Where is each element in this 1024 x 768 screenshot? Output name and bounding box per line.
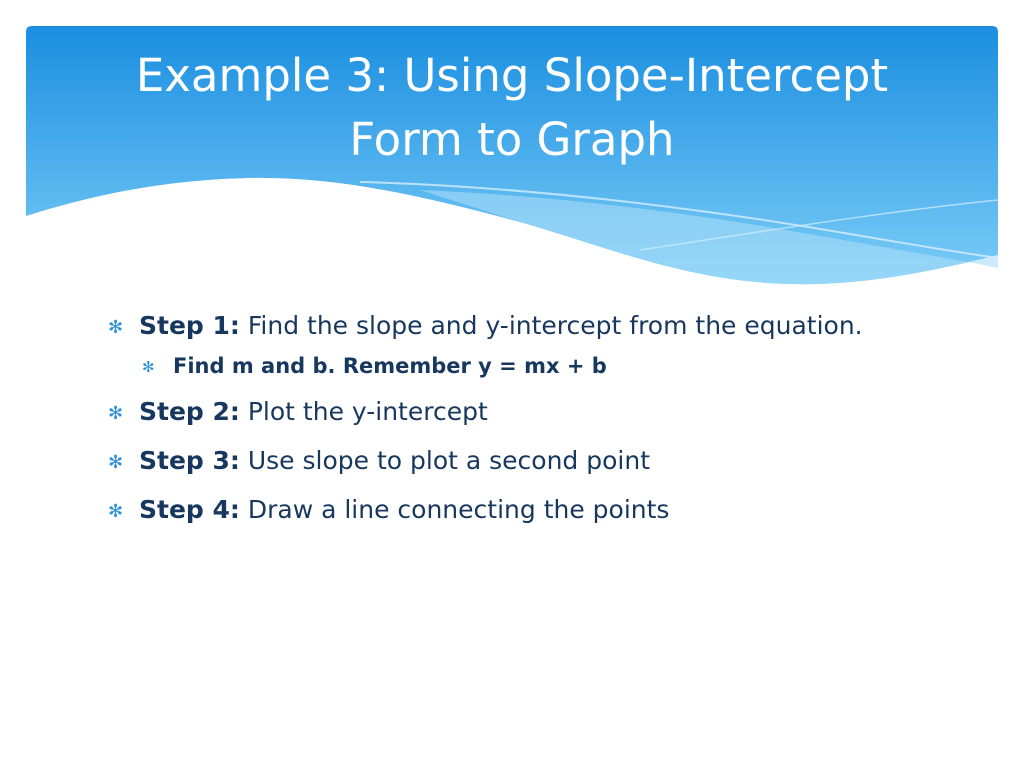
bullet-list (108, 306, 928, 539)
step-text: Draw a line connecting the points (239, 495, 670, 524)
slide-title (60, 44, 964, 172)
title-line-2: Form to Graph (349, 113, 675, 166)
step-label: Step 2: (139, 397, 240, 426)
bullet-icon: ✻ (108, 403, 124, 424)
title-line-1: Example 3: Using Slope-Intercept (135, 49, 889, 102)
list-item-sub (108, 351, 928, 381)
step-text: Plot the y-intercept (239, 397, 488, 426)
list-item-step-1 (108, 306, 928, 346)
step-label: Step 3: (139, 446, 240, 475)
bullet-icon: ✻ (108, 501, 124, 522)
step-text: Use slope to plot a second point (239, 446, 651, 475)
step-label: Step 1: (139, 311, 240, 340)
step-label: Step 4: (139, 495, 240, 524)
bullet-icon: ✻ (108, 452, 124, 473)
bullet-icon: ✻ (108, 317, 124, 338)
list-item-step-2 (108, 392, 928, 432)
sub-item-text: Find m and b. Remember y = mx + b (173, 354, 607, 378)
bullet-icon: ✻ (142, 358, 155, 376)
list-item-step-3 (108, 441, 928, 481)
list-item-step-4 (108, 490, 928, 530)
step-text: Find the slope and y-intercept from the equation. (239, 311, 863, 340)
